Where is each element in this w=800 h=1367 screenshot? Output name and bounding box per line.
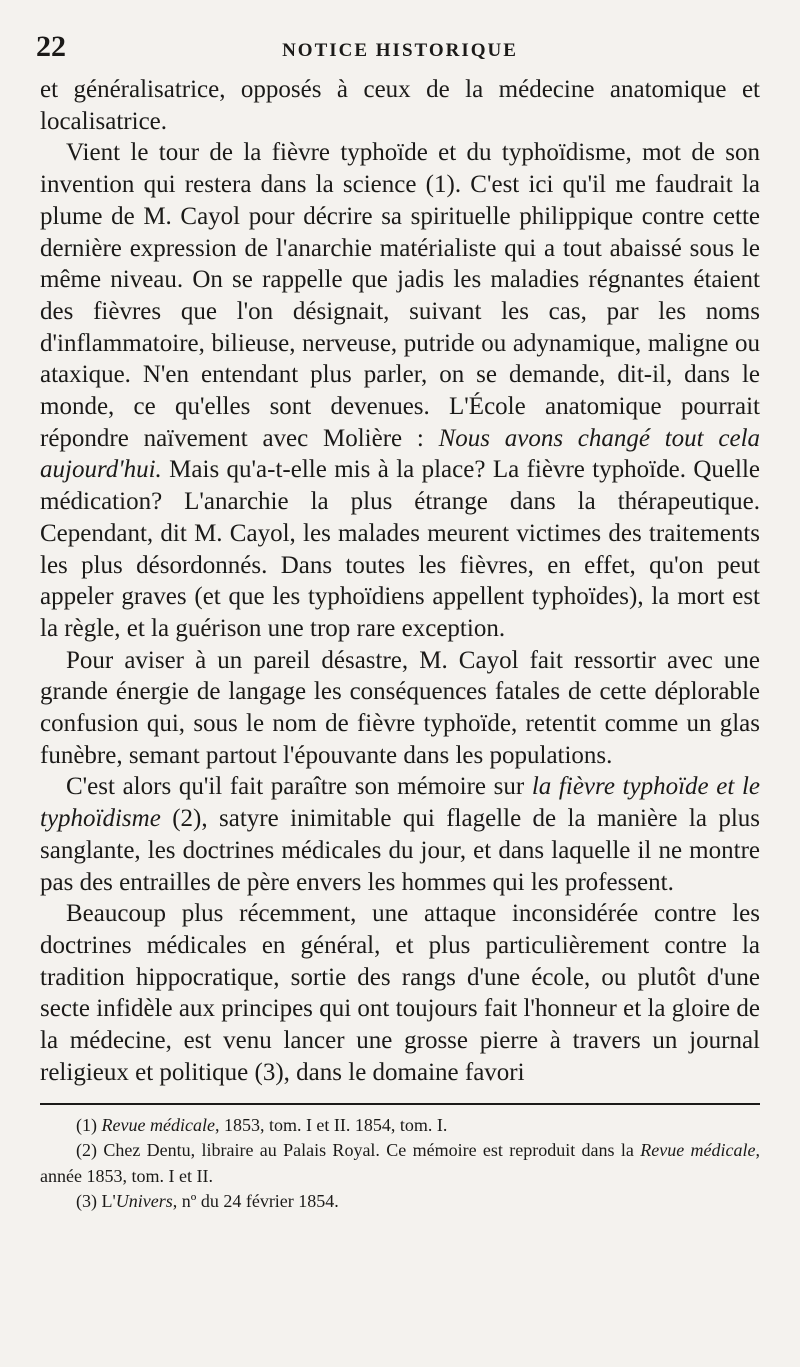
footnote-mark: (2) bbox=[76, 1140, 104, 1160]
footnote-title: Univers bbox=[115, 1191, 173, 1211]
paragraph: et généralisatrice, opposés à ceux de la médecine anatomique et localisatrice. bbox=[40, 76, 760, 135]
italic-title: la fièvre typhoïde et le typhoïdisme bbox=[40, 773, 760, 833]
footnotes bbox=[40, 1113, 760, 1215]
footnote-title: Revue médicale bbox=[640, 1140, 756, 1160]
footnote-text: , 1853, tom. I et II. 1854, tom. I. bbox=[214, 1114, 448, 1135]
paragraph bbox=[40, 137, 760, 644]
footnote-2 bbox=[40, 1138, 760, 1189]
footnote-mark: (3) bbox=[76, 1191, 102, 1211]
paragraph: Pour aviser à un pareil désastre, M. Cayol fait ressortir avec une grande énergie de langage les conséquences fatales de cette déplorable confusion qui, sous le nom de fièvre typhoïde, retentit comme un glas funèbre, semant partout l'épouvante dans les populations. bbox=[40, 646, 760, 769]
paragraph-text: Vient le tour de la fièvre typhoïde et du typhoïdisme, mot de son invention qui restera dans la science (1). C'est ici qu'il me faudrait la plume de M. Cayol pour décrire sa spirituelle philippique contre cette dernière expression de l'anarchie matérialiste qui a tout abaissé sous le même niveau. On se rappelle que jadis les maladies régnantes étaient des fièvres que l'on désignait, suivant les cas, par les noms d'inflammatoire, bilieuse, nerveuse, putride ou adynamique, maligne ou ataxique. N'en entendant plus parler, on se demande, dit-il, dans le monde, ce qu'elles sont devenues. L'École anatomique pourrait répondre naïvement avec Molière : bbox=[40, 139, 760, 452]
footnote-text: L' bbox=[101, 1191, 116, 1211]
running-head: NOTICE HISTORIQUE bbox=[282, 40, 518, 61]
footnote-rule bbox=[40, 1103, 760, 1105]
italic-quote: Nous avons changé tout cela aujourd'hui. bbox=[40, 424, 761, 484]
footnote-text: Chez Dentu, libraire au Palais Royal. Ce mémoire est reproduit dans la bbox=[103, 1140, 641, 1160]
paragraph: Beaucoup plus récemment, une attaque inconsidérée contre les doctrines médicales en général, et plus particulièrement contre la tradition hippocratique, sortie des rangs d'une école, ou plutôt d'une secte infidèle aux principes qui ont toujours fait l'honneur et la gloire de la médecine, est venu lancer une grosse pierre à travers un journal religieux et politique (3), dans le domaine favori bbox=[40, 900, 760, 1086]
footnote-text: , année 1853, tom. I et II. bbox=[40, 1140, 760, 1186]
page-number: 22 bbox=[36, 30, 66, 63]
page-header bbox=[36, 28, 760, 74]
paragraph-text: Mais qu'a-t-elle mis à la place? La fièvre typhoïde. Quelle médication? L'anarchie la plus étrange dans la thérapeutique. Cependant, dit M. Cayol, les malades meurent victimes des traitements les plus désordonnés. Dans toutes les fièvres, en effet, qu'on peut appeler graves (et que les typhoïdiens appellent typhoïdes), la mort est la règle, et la guérison une trop rare exception. bbox=[40, 456, 760, 642]
paragraph-text: C'est alors qu'il fait paraître son mémoire sur bbox=[66, 773, 532, 801]
footnote-1 bbox=[40, 1113, 760, 1139]
footnote-mark: (1) bbox=[76, 1114, 102, 1135]
footnote-3 bbox=[40, 1189, 760, 1215]
footnote-text: , nº du 24 février 1854. bbox=[172, 1191, 339, 1211]
footnote-title: Revue médicale bbox=[101, 1114, 215, 1135]
paragraph bbox=[40, 771, 760, 898]
body-text bbox=[40, 74, 760, 1089]
paragraph-text: (2), satyre inimitable qui flagelle de la manière la plus sanglante, les doctrines médicales du jour, et dans laquelle il ne montre pas des entrailles de père envers les hommes qui les professent. bbox=[40, 805, 760, 896]
